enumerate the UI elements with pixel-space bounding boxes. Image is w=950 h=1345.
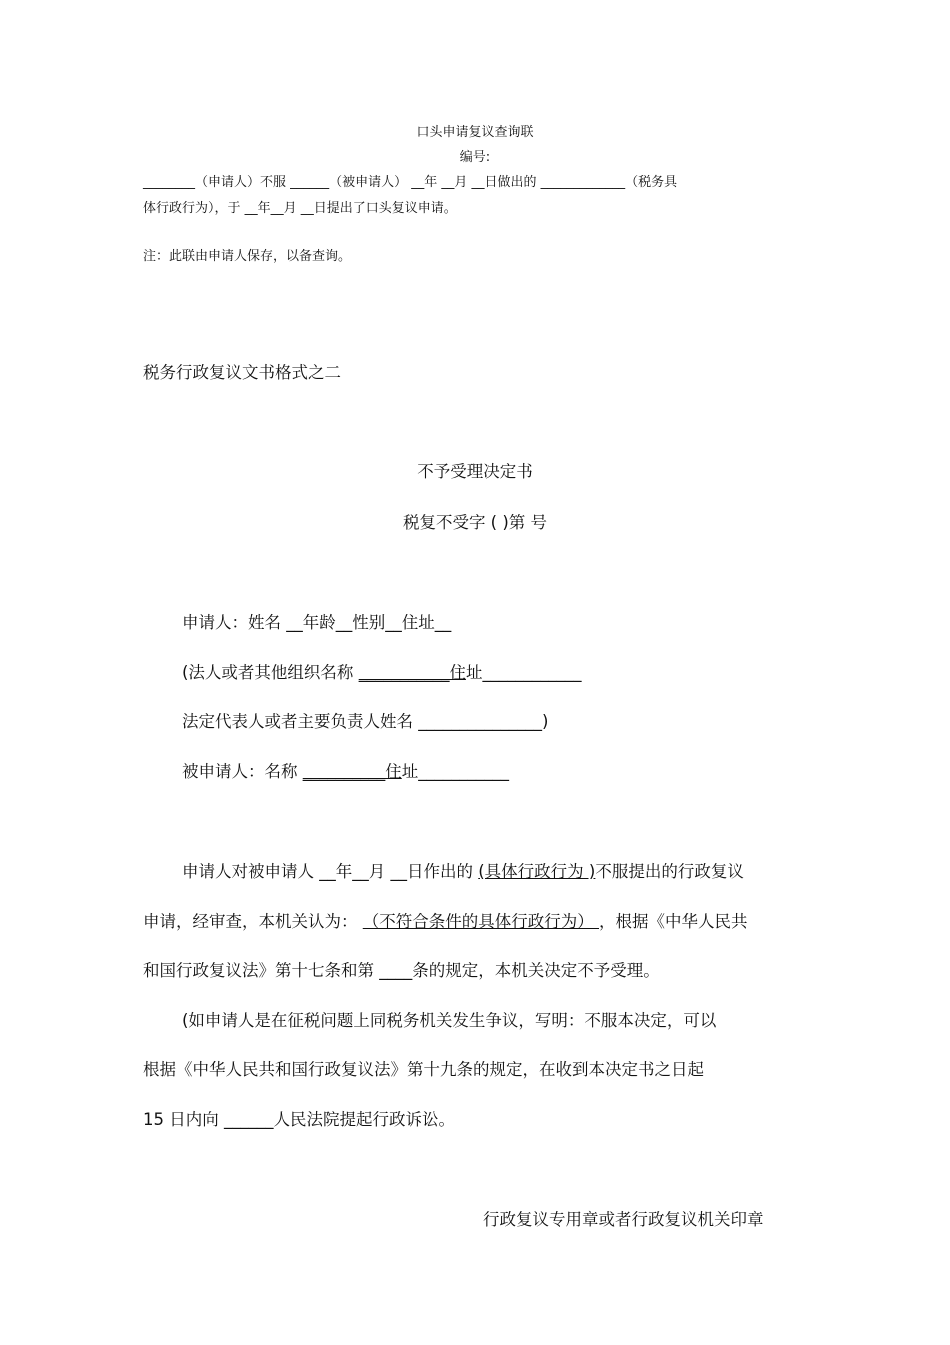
representative-blank: _______________) — [418, 712, 549, 731]
respondent-label: 被申请人：名称 — [182, 762, 303, 781]
representative-line — [182, 708, 548, 732]
reason-underlined: （不符合条件的具体行政行为） — [362, 912, 599, 931]
body-p1-l2-suffix: ，根据《中华人民共 — [599, 912, 748, 931]
body-p1-line-3: 和国行政复议法》第十七条和第 ____条的规定，本机关决定不予受理。 — [143, 961, 660, 980]
body-p1-line-2 — [143, 908, 748, 932]
slip-note: 注：此联由申请人保存，以备查询。 — [143, 249, 352, 264]
respondent-address: 址___________ — [401, 762, 509, 781]
body-p1-text-suffix: 不服提出的行政复议 — [595, 862, 744, 881]
action-underlined: (具体行政行为 ) — [478, 862, 596, 881]
seal-line: 行政复议专用章或者行政复议机关印章 — [483, 1210, 764, 1229]
document-code: 税复不受字 ( )第 号 — [402, 513, 548, 532]
organization-blank: ___________住 — [358, 663, 466, 682]
slip-line-1: ________（申请人）不服 ______（被申请人） __年 __月 __日做出的 _____________（税务具 — [143, 175, 678, 190]
body-p1-line-1 — [182, 858, 744, 882]
organization-line — [182, 659, 581, 683]
document-title: 不予受理决定书 — [417, 462, 533, 481]
section-title: 税务行政复议文书格式之二 — [143, 363, 341, 382]
body-p2-line-2: 根据《中华人民共和国行政复议法》第十九条的规定，在收到本决定书之日起 — [143, 1060, 704, 1079]
slip-line-2: 体行政行为），于 __年__月 __日提出了口头复议申请。 — [143, 201, 457, 216]
representative-label: 法定代表人或者主要负责人姓名 — [182, 712, 419, 731]
body-p2-line-1: (如申请人是在征税问题上同税务机关发生争议，写明：不服本决定，可以 — [182, 1011, 717, 1030]
applicant-line: 申请人：姓名 __年龄__性别__住址__ — [182, 613, 452, 632]
slip-title: 口头申请复议查询联 — [416, 125, 534, 140]
respondent-blank: __________住 — [302, 762, 402, 781]
respondent-line — [182, 758, 509, 782]
body-p2-line-3: 15 日内向 ______人民法院提起行政诉讼。 — [143, 1110, 455, 1129]
body-p1-l2-text: 申请，经审查，本机关认为： — [143, 912, 363, 931]
organization-label: (法人或者其他组织名称 — [182, 663, 359, 682]
organization-address: 址____________ — [465, 663, 582, 682]
slip-number-label: 编号: — [459, 150, 491, 165]
body-p1-text: 申请人对被申请人 __年__月 __日作出的 — [182, 862, 479, 881]
